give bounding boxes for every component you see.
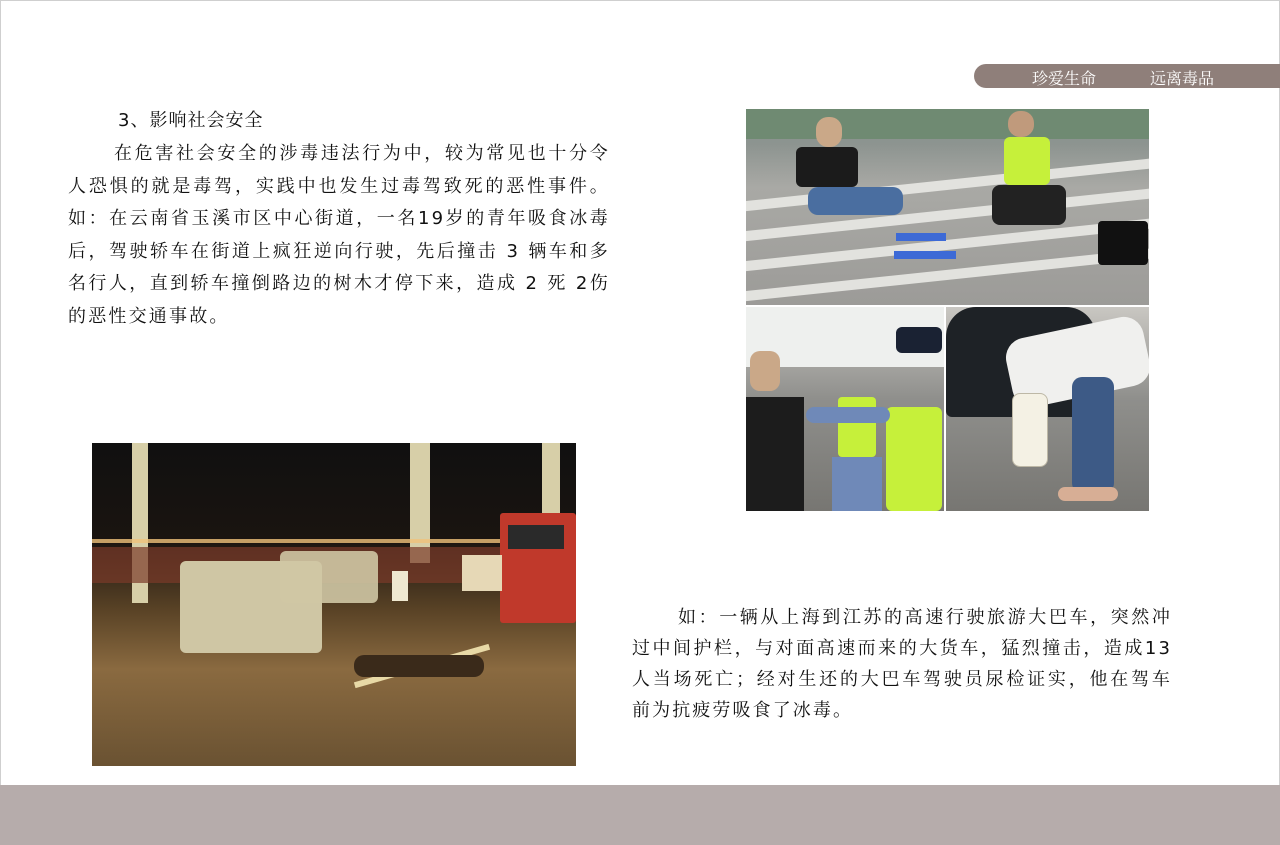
bridge-pillar	[410, 443, 430, 563]
photo-background-trees	[746, 109, 1149, 139]
banner-text-left: 珍爱生命	[1032, 69, 1097, 88]
bare-foot	[1058, 487, 1118, 501]
suspect-body	[746, 397, 804, 511]
paragraph-bus-case: 如：一辆从上海到江苏的高速行驶旅游大巴车，突然冲过中间护栏，与对面高速而来的大货车，猛烈撞击，造成13人当场死亡；经对生还的大巴车驾驶员尿检证实，他在驾车前为抗疲劳吸食了冰毒。	[632, 607, 1172, 721]
victim-figure	[354, 655, 484, 677]
fire-truck-window	[508, 525, 564, 549]
debris-object	[1098, 221, 1148, 265]
photo-divider	[944, 307, 946, 511]
rescuer-figure	[392, 571, 408, 601]
evidence-marker	[894, 251, 956, 259]
officer-cap	[896, 327, 942, 353]
suspect-head-blurred	[750, 351, 780, 391]
paragraph-yuxi-case: 在危害社会安全的涉毒违法行为中，较为常见也十分令人恐惧的就是毒驾，实践中也发生过毒驾致死的恶性事件。如：在云南省玉溪市区中心街道，一名19岁的青年吸食冰毒后，驾驶轿车在街道上疯狂逆向行驶，先后撞击 3 辆车和多名行人，直到轿车撞倒路边的树木才停下来，造成 2 死 2伤的恶性交通事故。	[68, 143, 610, 327]
test-bottle	[1012, 393, 1048, 467]
suspect-head-blurred	[816, 117, 842, 147]
photo-crash-scene	[92, 443, 576, 766]
jeans-leg	[1072, 377, 1114, 493]
photo-police-test	[746, 307, 1149, 511]
suspect-jeans	[808, 187, 903, 215]
footer-bar	[0, 785, 1280, 845]
officer-head	[1008, 111, 1034, 137]
officer-arm	[806, 407, 890, 423]
banner-text-right: 远离毒品	[1150, 69, 1215, 88]
bystanders	[462, 555, 502, 591]
officer-vest	[838, 397, 876, 457]
officer-vest	[886, 407, 942, 511]
bridge-pillar	[542, 443, 560, 523]
evidence-marker	[896, 233, 946, 241]
officer-body	[832, 457, 882, 511]
officer-legs	[992, 185, 1066, 225]
section-heading: 3、影响社会安全	[118, 110, 264, 131]
officer-vest	[1004, 137, 1050, 185]
suspect-figure	[796, 147, 858, 187]
header-banner	[974, 64, 1280, 88]
photo-roadside-arrest	[746, 109, 1149, 305]
parked-van	[280, 551, 378, 603]
